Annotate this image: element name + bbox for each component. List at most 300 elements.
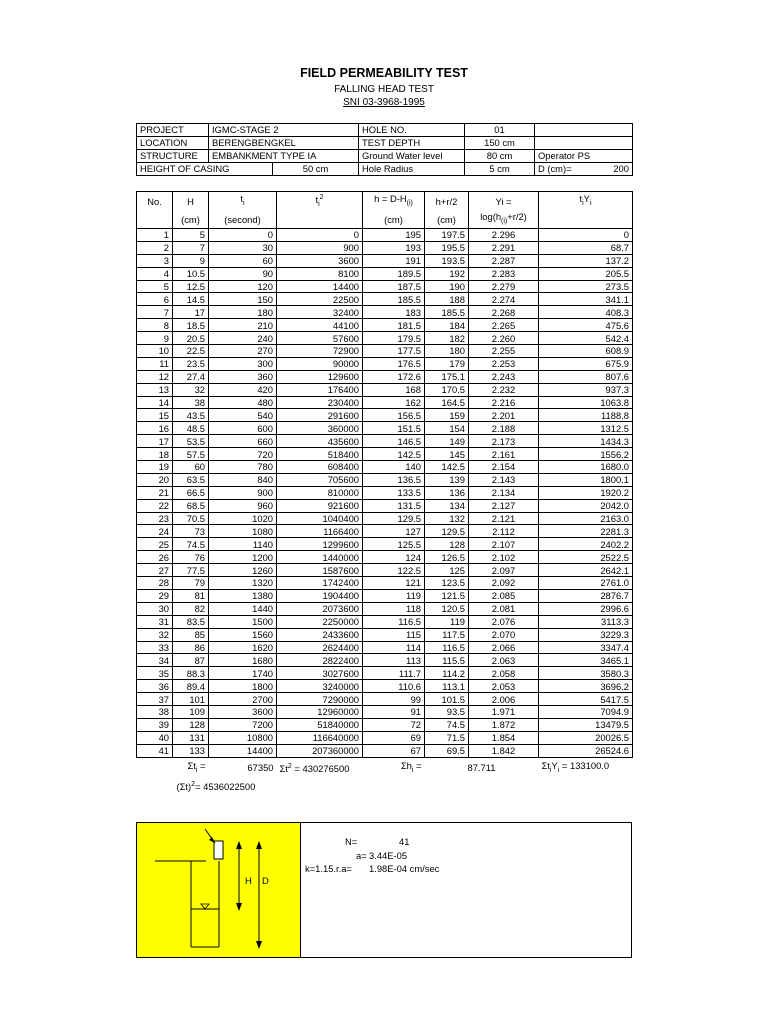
- sum-ty: $\Sigma t_iY_i = 133100.0$: [539, 757, 633, 777]
- cell-hd: 187.5: [363, 280, 425, 293]
- cell-h: 70.5: [173, 512, 209, 525]
- cell-h: 85: [173, 628, 209, 641]
- cell-y: 2.053: [469, 680, 539, 693]
- cell-no: 15: [137, 409, 173, 422]
- cell-hr: 93.5: [425, 705, 469, 718]
- cell-h: 32: [173, 383, 209, 396]
- d-label: D (cm)=: [538, 163, 572, 174]
- cell-hd: 122.5: [363, 564, 425, 577]
- project-label: PROJECT: [137, 124, 209, 137]
- cell-y: 2.283: [469, 267, 539, 280]
- cell-y: 2.092: [469, 577, 539, 590]
- cell-t2: 22500: [277, 293, 363, 306]
- cell-t2: 44100: [277, 319, 363, 332]
- table-row: [137, 319, 633, 332]
- a-label: a=: [356, 850, 367, 861]
- cell-hd: 119: [363, 589, 425, 602]
- cell-ty: 2642.1: [539, 564, 633, 577]
- col-hr: h+r/2: [425, 192, 469, 212]
- cell-y: 2.112: [469, 525, 539, 538]
- cell-hr: 117.5: [425, 628, 469, 641]
- cell-t: 2700: [209, 693, 277, 706]
- h-arrow-down-icon: [236, 903, 242, 911]
- cell-ty: 608.9: [539, 345, 633, 358]
- cell-ty: 68.7: [539, 241, 633, 254]
- cell-hd: 131.5: [363, 499, 425, 512]
- cell-hd: 124: [363, 551, 425, 564]
- cell-no: 11: [137, 357, 173, 370]
- cell-h: 53.5: [173, 435, 209, 448]
- cell-no: 17: [137, 435, 173, 448]
- structure-label: STRUCTURE: [137, 150, 209, 163]
- casing-value: 50 cm: [273, 163, 359, 176]
- cell-hr: 74.5: [425, 718, 469, 731]
- cell-t2: 360000: [277, 422, 363, 435]
- col-h: H: [173, 192, 209, 212]
- cell-ty: 0: [539, 229, 633, 242]
- cell-hd: 140: [363, 461, 425, 474]
- gwl-label: Ground Water level: [359, 150, 465, 163]
- table-row: [137, 744, 633, 757]
- cell-t2: 1040400: [277, 512, 363, 525]
- cell-h: 17: [173, 306, 209, 319]
- cell-hr: 197.5: [425, 229, 469, 242]
- header-row-1: [137, 192, 633, 212]
- cell-t: 660: [209, 435, 277, 448]
- cell-y: 2.287: [469, 254, 539, 267]
- table-row: [137, 667, 633, 680]
- cell-t: 960: [209, 499, 277, 512]
- cell-t: 900: [209, 486, 277, 499]
- table-row: [137, 551, 633, 564]
- cell-hr: 179: [425, 357, 469, 370]
- cell-y: 2.173: [469, 435, 539, 448]
- cell-h: 68.5: [173, 499, 209, 512]
- totals-row: [137, 757, 633, 777]
- structure-value: EMBANKMENT TYPE IA: [209, 150, 359, 163]
- cell-y: 2.161: [469, 448, 539, 461]
- cell-ty: 2522.5: [539, 551, 633, 564]
- cell-t: 0: [209, 229, 277, 242]
- cell-t: 150: [209, 293, 277, 306]
- cell-t2: 608400: [277, 461, 363, 474]
- cell-ty: 408.3: [539, 306, 633, 319]
- cell-y: 2.081: [469, 602, 539, 615]
- table-row: [137, 602, 633, 615]
- cell-hr: 193.5: [425, 254, 469, 267]
- cell-hd: 99: [363, 693, 425, 706]
- cell-t2: 1904400: [277, 589, 363, 602]
- cell-y: 2.268: [469, 306, 539, 319]
- col-h-unit: (cm): [173, 211, 209, 229]
- cell-hd: 129.5: [363, 512, 425, 525]
- cell-t: 360: [209, 370, 277, 383]
- sum-h-label: $\Sigma h_i$ =: [363, 757, 425, 777]
- cell-hr: 159: [425, 409, 469, 422]
- cell-hr: 182: [425, 332, 469, 345]
- empty-cell: [535, 124, 633, 137]
- cell-hd: 136.5: [363, 473, 425, 486]
- cell-no: 26: [137, 551, 173, 564]
- cell-hr: 145: [425, 448, 469, 461]
- cell-ty: 3696.2: [539, 680, 633, 693]
- cell-t2: 116640000: [277, 731, 363, 744]
- project-value: IGMC-STAGE 2: [209, 124, 359, 137]
- cell-t2: 207360000: [277, 744, 363, 757]
- cell-no: 8: [137, 319, 173, 332]
- cell-t2: 2822400: [277, 654, 363, 667]
- cell-t2: 0: [277, 229, 363, 242]
- cell-hd: 181.5: [363, 319, 425, 332]
- cell-y: 2.097: [469, 564, 539, 577]
- falling-head-diagram: [137, 823, 300, 957]
- col-t: $t_i$: [209, 192, 277, 212]
- cell-hr: 113.1: [425, 680, 469, 693]
- cell-hr: 164.5: [425, 396, 469, 409]
- cell-hr: 116.5: [425, 641, 469, 654]
- cell-ty: 1920.2: [539, 486, 633, 499]
- cell-h: 12.5: [173, 280, 209, 293]
- n-value: 41: [399, 836, 410, 847]
- cell-h: 74.5: [173, 538, 209, 551]
- table-row: [137, 229, 633, 242]
- cell-t2: 291600: [277, 409, 363, 422]
- cell-ty: 807.6: [539, 370, 633, 383]
- info-row-location: [137, 137, 633, 150]
- cell-y: 2.243: [469, 370, 539, 383]
- cell-y: 2.201: [469, 409, 539, 422]
- cell-t2: 921600: [277, 499, 363, 512]
- cell-t: 90: [209, 267, 277, 280]
- table-row: [137, 409, 633, 422]
- table-row: [137, 564, 633, 577]
- cell-y: 2.063: [469, 654, 539, 667]
- casing-pipe: [214, 841, 223, 859]
- cell-h: 7: [173, 241, 209, 254]
- table-row: [137, 461, 633, 474]
- cell-hr: 119: [425, 615, 469, 628]
- cell-hd: 176.5: [363, 357, 425, 370]
- cell-no: 31: [137, 615, 173, 628]
- cell-t2: 51840000: [277, 718, 363, 731]
- cell-ty: 2281.3: [539, 525, 633, 538]
- cell-t: 1260: [209, 564, 277, 577]
- cell-h: 10.5: [173, 267, 209, 280]
- col-no-unit: [137, 211, 173, 229]
- cell-no: 29: [137, 589, 173, 602]
- cell-no: 7: [137, 306, 173, 319]
- cell-hr: 185.5: [425, 306, 469, 319]
- cell-hr: 121.5: [425, 589, 469, 602]
- square-sum-row: [137, 777, 633, 794]
- cell-y: 2.121: [469, 512, 539, 525]
- n-label: N=: [345, 836, 358, 847]
- cell-no: 5: [137, 280, 173, 293]
- cell-ty: 1063.8: [539, 396, 633, 409]
- cell-ty: 2163.0: [539, 512, 633, 525]
- a-value: 3.44E-05: [369, 850, 408, 861]
- cell-ty: 341.1: [539, 293, 633, 306]
- cell-y: 2.232: [469, 383, 539, 396]
- cell-t2: 900: [277, 241, 363, 254]
- cell-hd: 142.5: [363, 448, 425, 461]
- cell-t: 720: [209, 448, 277, 461]
- cell-t2: 1587600: [277, 564, 363, 577]
- d-arrow-down-icon: [256, 941, 262, 949]
- cell-t2: 1166400: [277, 525, 363, 538]
- cell-hd: 168: [363, 383, 425, 396]
- cell-hr: 69.5: [425, 744, 469, 757]
- hole-no-value: 01: [465, 124, 535, 137]
- d-arrow-up-icon: [256, 841, 262, 849]
- cell-h: 133: [173, 744, 209, 757]
- cell-hr: 192: [425, 267, 469, 280]
- cell-ty: 2402.2: [539, 538, 633, 551]
- cell-t: 60: [209, 254, 277, 267]
- cell-t2: 230400: [277, 396, 363, 409]
- cell-t: 1620: [209, 641, 277, 654]
- cell-y: 2.296: [469, 229, 539, 242]
- cell-no: 10: [137, 345, 173, 358]
- cell-t2: 7290000: [277, 693, 363, 706]
- cell-t2: 1440000: [277, 551, 363, 564]
- table-row: [137, 718, 633, 731]
- cell-hd: 183: [363, 306, 425, 319]
- cell-hr: 188: [425, 293, 469, 306]
- cell-ty: 7094.9: [539, 705, 633, 718]
- cell-ty: 2761.0: [539, 577, 633, 590]
- cell-no: 32: [137, 628, 173, 641]
- cell-t2: 32400: [277, 306, 363, 319]
- cell-ty: 3347.4: [539, 641, 633, 654]
- cell-ty: 273.5: [539, 280, 633, 293]
- cell-hr: 114.2: [425, 667, 469, 680]
- cell-no: 18: [137, 448, 173, 461]
- cell-y: 2.188: [469, 422, 539, 435]
- cell-t2: 129600: [277, 370, 363, 383]
- cell-t2: 1299600: [277, 538, 363, 551]
- cell-t: 1740: [209, 667, 277, 680]
- cell-y: 2.154: [469, 461, 539, 474]
- cell-t2: 2250000: [277, 615, 363, 628]
- col-no: No.: [137, 192, 173, 212]
- cell-ty: 205.5: [539, 267, 633, 280]
- water-level-icon: [201, 904, 209, 909]
- cell-hd: 193: [363, 241, 425, 254]
- cell-t: 1560: [209, 628, 277, 641]
- cell-h: 109: [173, 705, 209, 718]
- table-row: [137, 654, 633, 667]
- col-t-unit: (second): [209, 211, 277, 229]
- test-diagram: [137, 823, 301, 957]
- cell-ty: 1556.2: [539, 448, 633, 461]
- table-row: [137, 332, 633, 345]
- table-row: [137, 577, 633, 590]
- cell-t: 1800: [209, 680, 277, 693]
- cell-h: 76: [173, 551, 209, 564]
- cell-t: 1320: [209, 577, 277, 590]
- cell-ty: 937.3: [539, 383, 633, 396]
- cell-h: 81: [173, 589, 209, 602]
- standard-code: SNI 03-3968-1995: [343, 97, 425, 108]
- cell-ty: 1800.1: [539, 473, 633, 486]
- cell-hd: 127: [363, 525, 425, 538]
- cell-h: 22.5: [173, 345, 209, 358]
- cell-hr: 71.5: [425, 731, 469, 744]
- table-row: [137, 512, 633, 525]
- casing-label: HEIGHT OF CASING: [137, 163, 273, 176]
- radius-value: 5 cm: [465, 163, 535, 176]
- cell-ty: 1680.0: [539, 461, 633, 474]
- d-value: 200: [613, 163, 629, 174]
- cell-h: 89.4: [173, 680, 209, 693]
- cell-t: 300: [209, 357, 277, 370]
- cell-h: 23.5: [173, 357, 209, 370]
- table-row: [137, 628, 633, 641]
- col-y-formula: $\log(h_{(i)}+r/2)$: [469, 211, 539, 229]
- cell-hr: 134: [425, 499, 469, 512]
- sum-h-value: 87.711: [425, 757, 539, 777]
- cell-ty: 542.4: [539, 332, 633, 345]
- info-row-project: [137, 124, 633, 137]
- col-y: Yi =: [469, 192, 539, 212]
- cell-hr: 136: [425, 486, 469, 499]
- h-arrow-up-icon: [236, 841, 242, 849]
- cell-t2: 2433600: [277, 628, 363, 641]
- cell-t2: 810000: [277, 486, 363, 499]
- cell-hd: 133.5: [363, 486, 425, 499]
- cell-t: 30: [209, 241, 277, 254]
- cell-hd: 113: [363, 654, 425, 667]
- sum-t-value: 67350: [209, 757, 277, 777]
- cell-h: 43.5: [173, 409, 209, 422]
- cell-hr: 120.5: [425, 602, 469, 615]
- cell-t2: 3027600: [277, 667, 363, 680]
- cell-hr: 125: [425, 564, 469, 577]
- cell-t: 10800: [209, 731, 277, 744]
- cell-hr: 175.1: [425, 370, 469, 383]
- cell-h: 48.5: [173, 422, 209, 435]
- cell-hd: 195: [363, 229, 425, 242]
- cell-h: 77.5: [173, 564, 209, 577]
- cell-no: 38: [137, 705, 173, 718]
- cell-hd: 179.5: [363, 332, 425, 345]
- cell-h: 66.5: [173, 486, 209, 499]
- cell-ty: 26524.6: [539, 744, 633, 757]
- cell-h: 86: [173, 641, 209, 654]
- cell-no: 2: [137, 241, 173, 254]
- cell-h: 20.5: [173, 332, 209, 345]
- cell-t: 180: [209, 306, 277, 319]
- table-row: [137, 705, 633, 718]
- cell-hd: 189.5: [363, 267, 425, 280]
- cell-no: 19: [137, 461, 173, 474]
- cell-hd: 146.5: [363, 435, 425, 448]
- cell-ty: 3113.3: [539, 615, 633, 628]
- table-row: [137, 345, 633, 358]
- cell-hr: 154: [425, 422, 469, 435]
- cell-y: 2.216: [469, 396, 539, 409]
- cell-t: 780: [209, 461, 277, 474]
- cell-t: 420: [209, 383, 277, 396]
- cell-hd: 162: [363, 396, 425, 409]
- cell-ty: 137.2: [539, 254, 633, 267]
- cell-t2: 705600: [277, 473, 363, 486]
- cell-ty: 475.6: [539, 319, 633, 332]
- cell-ty: 2876.7: [539, 589, 633, 602]
- cell-no: 37: [137, 693, 173, 706]
- cell-y: 1.854: [469, 731, 539, 744]
- cell-hd: 151.5: [363, 422, 425, 435]
- cell-y: 2.265: [469, 319, 539, 332]
- cell-ty: 2996.6: [539, 602, 633, 615]
- cell-y: 2.107: [469, 538, 539, 551]
- table-row: [137, 680, 633, 693]
- cell-t: 1500: [209, 615, 277, 628]
- cell-h: 73: [173, 525, 209, 538]
- table-row: [137, 422, 633, 435]
- cell-ty: 20026.5: [539, 731, 633, 744]
- cell-t: 210: [209, 319, 277, 332]
- table-row: [137, 306, 633, 319]
- cell-no: 16: [137, 422, 173, 435]
- table-row: [137, 280, 633, 293]
- cell-ty: 5417.5: [539, 693, 633, 706]
- cell-h: 63.5: [173, 473, 209, 486]
- col-hd: $h = D-H_{(i)}$: [363, 192, 425, 212]
- cell-hd: 185.5: [363, 293, 425, 306]
- cell-no: 13: [137, 383, 173, 396]
- cell-no: 4: [137, 267, 173, 280]
- sum-t2: $\Sigma t^2 = 430276500$: [277, 757, 363, 777]
- cell-no: 24: [137, 525, 173, 538]
- cell-hd: 72: [363, 718, 425, 731]
- cell-t: 240: [209, 332, 277, 345]
- cell-ty: 675.9: [539, 357, 633, 370]
- cell-no: 39: [137, 718, 173, 731]
- cell-t: 480: [209, 396, 277, 409]
- cell-no: 6: [137, 293, 173, 306]
- page-title: FIELD PERMEABILITY TEST: [300, 66, 468, 80]
- info-row-casing: [137, 163, 633, 176]
- cell-hd: 91: [363, 705, 425, 718]
- col-hr-unit: (cm): [425, 211, 469, 229]
- cell-h: 5: [173, 229, 209, 242]
- cell-y: 2.076: [469, 615, 539, 628]
- cell-no: 21: [137, 486, 173, 499]
- cell-no: 14: [137, 396, 173, 409]
- test-depth-label: TEST DEPTH: [359, 137, 465, 150]
- cell-hd: 172.6: [363, 370, 425, 383]
- cell-t2: 3240000: [277, 680, 363, 693]
- cell-t: 1380: [209, 589, 277, 602]
- cell-y: 2.255: [469, 345, 539, 358]
- cell-y: 1.842: [469, 744, 539, 757]
- cell-hd: 125.5: [363, 538, 425, 551]
- cell-t2: 72900: [277, 345, 363, 358]
- cell-hr: 101.5: [425, 693, 469, 706]
- col-hd-unit: (cm): [363, 211, 425, 229]
- cell-h: 101: [173, 693, 209, 706]
- cell-h: 18.5: [173, 319, 209, 332]
- cell-ty: 13479.5: [539, 718, 633, 731]
- cell-t2: 2624400: [277, 641, 363, 654]
- cell-hd: 191: [363, 254, 425, 267]
- cell-hr: 132: [425, 512, 469, 525]
- table-row: [137, 589, 633, 602]
- cell-hd: 114: [363, 641, 425, 654]
- hole-no-label: HOLE NO.: [359, 124, 465, 137]
